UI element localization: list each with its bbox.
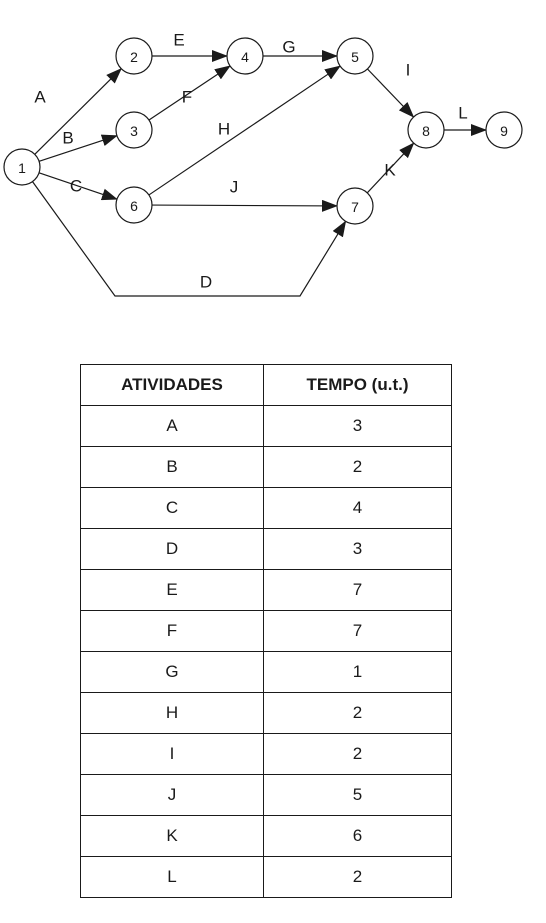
time-cell: 5 bbox=[264, 775, 452, 816]
node-9 bbox=[486, 112, 522, 148]
edge-label-f: F bbox=[181, 87, 193, 107]
table-row bbox=[81, 816, 452, 857]
edge-label-k: K bbox=[384, 160, 396, 180]
edge-arrow-h bbox=[149, 66, 340, 195]
table-row bbox=[81, 406, 452, 447]
node-label: 9 bbox=[500, 123, 508, 139]
node-4 bbox=[227, 38, 263, 74]
table-row bbox=[81, 570, 452, 611]
node-label: 7 bbox=[351, 199, 359, 215]
edge-label-h: H bbox=[217, 119, 231, 139]
activity-cell: I bbox=[81, 734, 264, 775]
node-label: 4 bbox=[241, 49, 249, 65]
node-label: 1 bbox=[18, 160, 26, 176]
edge-label-d: D bbox=[199, 272, 213, 292]
edge-label-g: G bbox=[282, 37, 296, 57]
activity-cell: A bbox=[81, 406, 264, 447]
activity-cell: F bbox=[81, 611, 264, 652]
column-header-activities: ATIVIDADES bbox=[81, 365, 264, 406]
edge-label-l: L bbox=[458, 103, 468, 123]
column-header-time: TEMPO (u.t.) bbox=[264, 365, 452, 406]
activity-cell: G bbox=[81, 652, 264, 693]
table-row bbox=[81, 734, 452, 775]
edge-label-j: J bbox=[229, 177, 239, 197]
node-2 bbox=[116, 38, 152, 74]
table-row bbox=[81, 488, 452, 529]
table-row bbox=[81, 611, 452, 652]
edge-label-c: C bbox=[69, 176, 83, 196]
time-cell: 4 bbox=[264, 488, 452, 529]
time-cell: 2 bbox=[264, 734, 452, 775]
time-cell: 2 bbox=[264, 857, 452, 898]
table-row bbox=[81, 857, 452, 898]
edge-arrow-d bbox=[33, 182, 346, 296]
edge-arrow-j bbox=[152, 205, 337, 206]
activity-cell: E bbox=[81, 570, 264, 611]
node-3 bbox=[116, 112, 152, 148]
time-cell: 7 bbox=[264, 570, 452, 611]
time-cell: 3 bbox=[264, 529, 452, 570]
table-header-row bbox=[81, 365, 452, 406]
node-7 bbox=[337, 188, 373, 224]
table-row bbox=[81, 529, 452, 570]
activity-cell: K bbox=[81, 816, 264, 857]
activity-network-diagram bbox=[0, 0, 546, 320]
activity-cell: J bbox=[81, 775, 264, 816]
node-label: 6 bbox=[130, 198, 138, 214]
edge-layer bbox=[33, 31, 486, 297]
node-6 bbox=[116, 187, 152, 223]
edge-label-b: B bbox=[62, 128, 74, 148]
activity-cell: D bbox=[81, 529, 264, 570]
node-label: 3 bbox=[130, 123, 138, 139]
activity-cell: B bbox=[81, 447, 264, 488]
table-row bbox=[81, 693, 452, 734]
node-layer bbox=[4, 38, 522, 224]
node-label: 8 bbox=[422, 123, 430, 139]
node-5 bbox=[337, 38, 373, 74]
time-cell: 7 bbox=[264, 611, 452, 652]
activity-cell: L bbox=[81, 857, 264, 898]
time-cell: 3 bbox=[264, 406, 452, 447]
time-cell: 6 bbox=[264, 816, 452, 857]
table-row bbox=[81, 652, 452, 693]
node-1 bbox=[4, 149, 40, 185]
edge-arrow-a bbox=[35, 69, 121, 155]
node-8 bbox=[408, 112, 444, 148]
time-cell: 2 bbox=[264, 447, 452, 488]
time-cell: 1 bbox=[264, 652, 452, 693]
time-cell: 2 bbox=[264, 693, 452, 734]
activity-cell: H bbox=[81, 693, 264, 734]
edge-label-a: A bbox=[34, 87, 46, 107]
node-label: 2 bbox=[130, 49, 138, 65]
table-row bbox=[81, 447, 452, 488]
edge-arrow-b bbox=[39, 136, 117, 162]
activity-time-table bbox=[80, 364, 452, 898]
node-label: 5 bbox=[351, 49, 359, 65]
activity-cell: C bbox=[81, 488, 264, 529]
table-row bbox=[81, 775, 452, 816]
edge-label-i: I bbox=[405, 60, 411, 80]
edge-label-e: E bbox=[173, 30, 185, 50]
